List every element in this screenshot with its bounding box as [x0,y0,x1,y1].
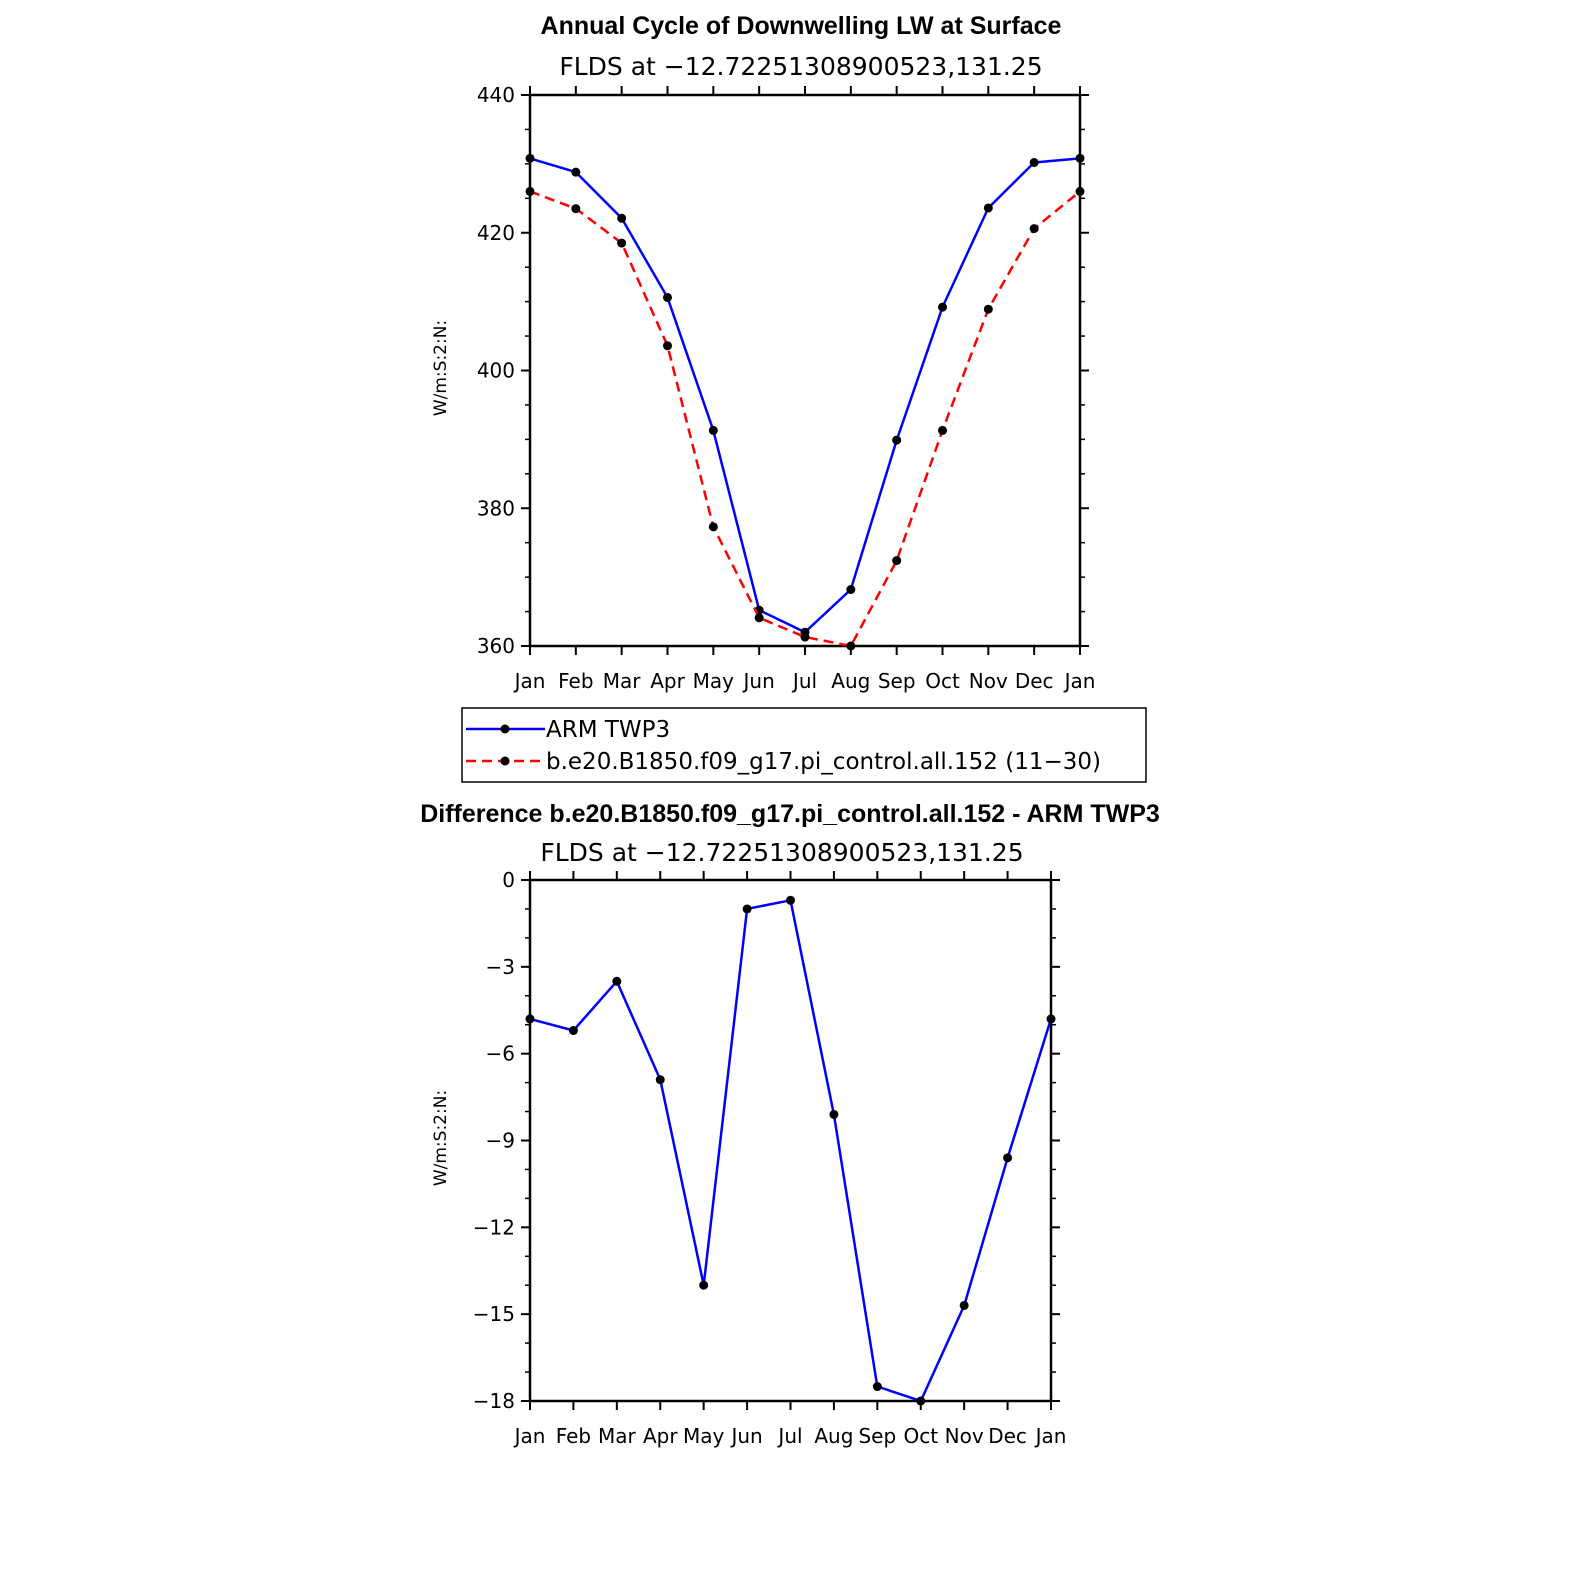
x-tick-label: Jan [514,669,546,693]
data-point [801,633,810,642]
x-tick-label: Jun [731,1424,763,1448]
data-point [755,613,764,622]
data-point [846,642,855,651]
y-tick-label: −15 [472,1302,515,1327]
data-point [612,977,621,986]
y-tick-label: 440 [476,83,515,107]
x-tick-label: May [682,1424,725,1448]
y-tick-label: 380 [476,496,515,521]
y-tick-label: −9 [485,1128,515,1153]
data-point [663,293,672,302]
y-tick-label: −3 [485,954,515,979]
data-point [571,168,580,177]
x-tick-label: Jan [1035,1424,1067,1448]
x-tick-label: Sep [858,1424,897,1448]
data-point [617,239,626,248]
data-point [656,1075,665,1084]
x-tick-label: Dec [988,1424,1027,1448]
legend-marker-model [501,757,510,766]
x-tick-label: Jul [792,669,818,693]
data-point [938,426,947,435]
y-tick-label: 0 [502,868,515,892]
data-point [938,303,947,312]
data-point [892,556,901,565]
difference-chart [420,800,1160,1448]
data-point [617,214,626,223]
x-tick-label: Mar [597,1424,636,1448]
data-point [829,1110,838,1119]
data-point [786,896,795,905]
x-tick-label: Mar [602,669,641,693]
y-tick-label: 400 [476,358,515,383]
data-point [699,1281,708,1290]
y-axis-label: W/m:S:2:N: [431,319,451,417]
x-tick-label: Aug [831,669,871,693]
data-point [916,1397,925,1406]
x-tick-label: Nov [944,1424,984,1448]
data-point [743,904,752,913]
data-point [1003,1153,1012,1162]
data-point [1030,158,1039,167]
y-axis-label: W/m:S:2:N: [431,1089,451,1187]
series-line-1 [530,158,1080,632]
data-point [1076,187,1085,196]
y-tick-label: −12 [472,1215,515,1240]
chart-subtitle: FLDS at −12.72251308900523,131.25 [540,838,1024,867]
legend [462,708,1146,782]
series-line-2 [530,191,1080,646]
data-point [984,203,993,212]
x-tick-label: Dec [1014,669,1054,693]
data-point [526,1014,535,1023]
chart-title: Annual Cycle of Downwelling LW at Surface [540,12,1062,40]
data-point [569,1026,578,1035]
data-point [526,154,535,163]
plot-frame [530,95,1080,646]
plot-frame [530,880,1051,1401]
data-point [873,1382,882,1391]
x-tick-label: Jun [743,669,775,693]
x-tick-label: Apr [642,1424,678,1448]
x-tick-label: Jul [778,1424,803,1448]
series-line-1 [530,900,1051,1401]
chart-subtitle: FLDS at −12.72251308900523,131.25 [559,52,1043,81]
legend-label-model: b.e20.B1850.f09_g17.pi_control.all.152 (11−30) [546,749,1101,775]
data-point [1047,1014,1056,1023]
x-tick-label: Feb [558,669,594,693]
legend-marker-arm [501,725,510,734]
data-point [984,305,993,314]
x-tick-label: Oct [925,669,960,693]
data-point [663,341,672,350]
y-tick-label: 420 [476,220,515,245]
data-point [960,1301,969,1310]
data-point [846,585,855,594]
x-tick-label: Apr [650,669,685,693]
x-tick-label: Feb [555,1424,592,1448]
chart-title: Difference b.e20.B1850.f09_g17.pi_control.all.152 - ARM TWP3 [420,800,1160,828]
annual-cycle-chart [431,12,1095,693]
x-tick-label: Sep [877,669,916,693]
data-point [526,187,535,196]
x-tick-label: Jan [514,1424,546,1448]
data-point [709,426,718,435]
legend-label-arm: ARM TWP3 [546,717,671,743]
x-tick-label: Oct [903,1424,939,1448]
data-point [571,204,580,213]
data-point [1030,224,1039,233]
x-tick-label: Nov [968,669,1008,693]
data-point [892,436,901,445]
y-tick-label: −18 [472,1389,515,1413]
data-point [1076,154,1085,163]
x-tick-label: Jan [1064,669,1096,693]
data-point [709,522,718,531]
x-tick-label: May [692,669,735,693]
y-tick-label: 360 [476,634,515,658]
x-tick-label: Aug [814,1424,854,1448]
y-tick-label: −6 [485,1041,515,1066]
